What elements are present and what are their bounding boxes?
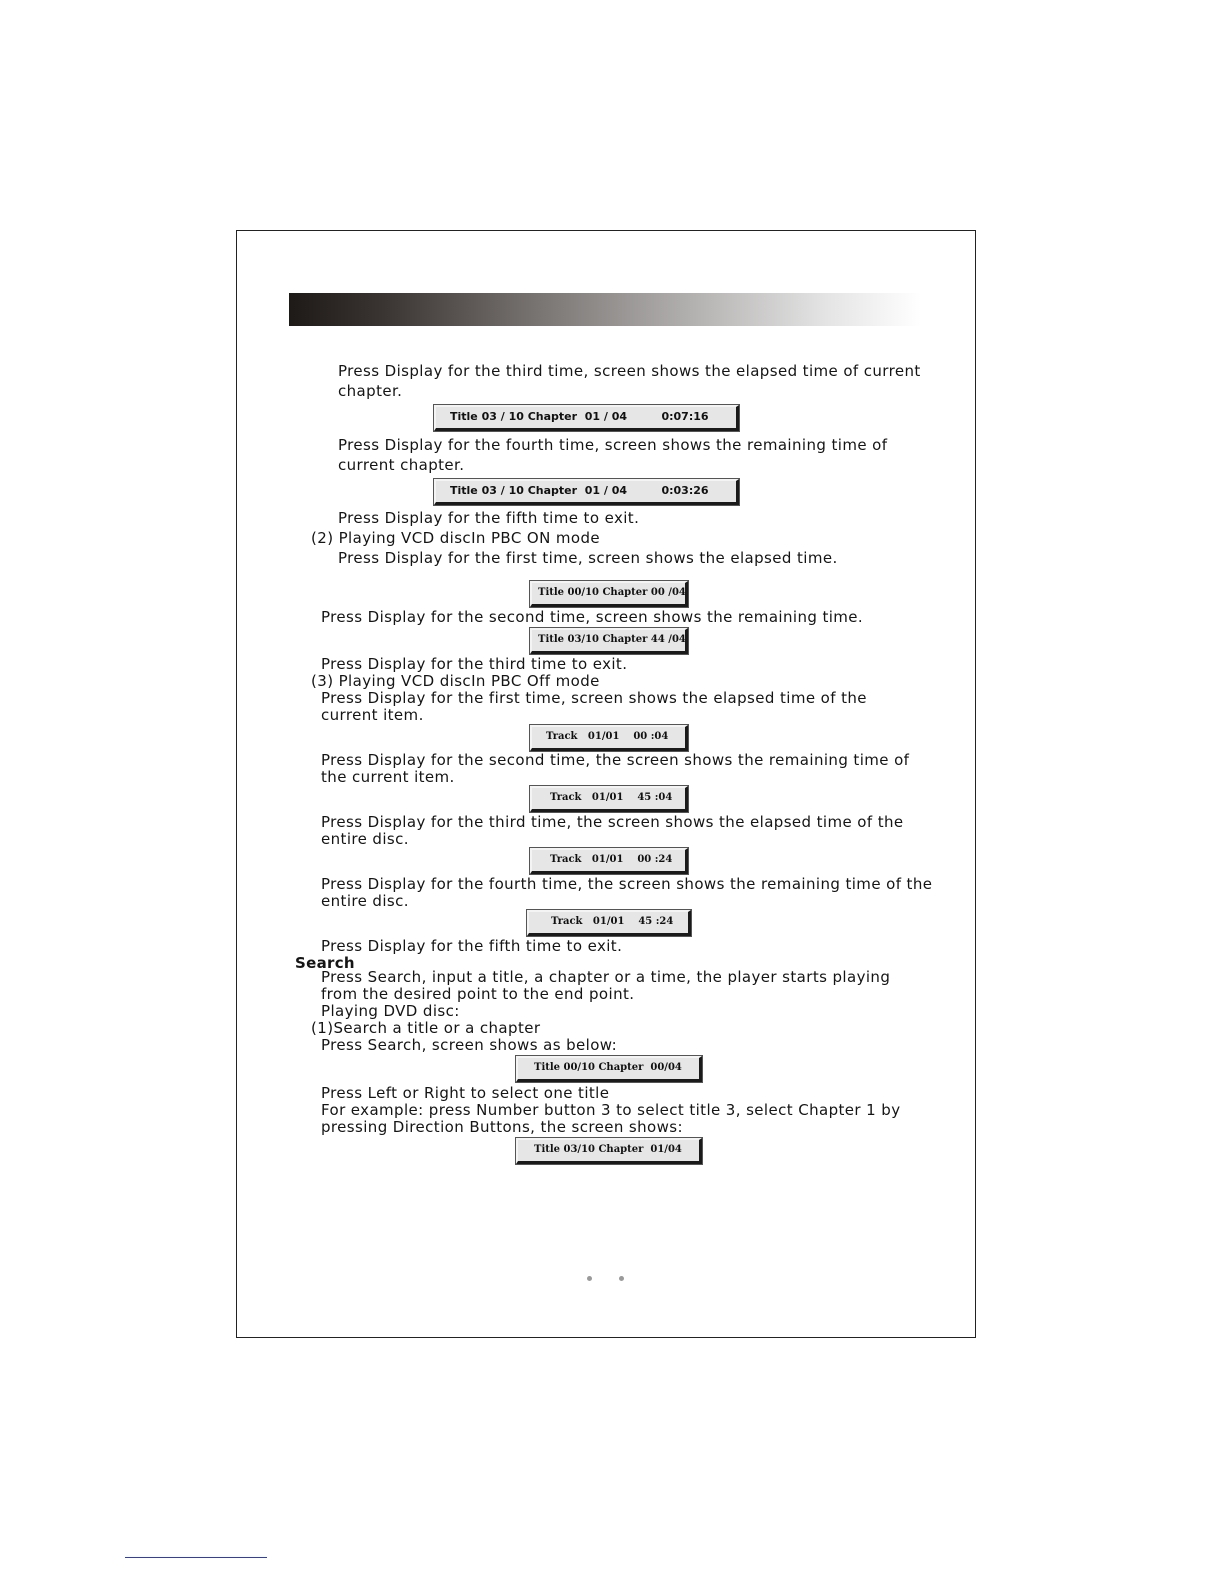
text-line: Press Display for the third time, screen shows the elapsed time of current (338, 362, 921, 380)
osd-display-box: Title 03/10 Chapter 01/04 (516, 1138, 702, 1164)
text-line: from the desired point to the end point. (321, 985, 635, 1003)
page-dots (587, 1276, 627, 1282)
osd-display-box: Title 03/10 Chapter 44 /04 (530, 628, 688, 654)
text-line: Press Search, input a title, a chapter or a time, the player starts playing (321, 968, 891, 986)
page-dot (619, 1276, 624, 1281)
text-line: entire disc. (321, 830, 409, 848)
text-line: Press Display for the second time, screen shows the remaining time. (321, 608, 864, 626)
text-line: Press Display for the third time to exit. (321, 655, 628, 673)
subsection-heading: (1)Search a title or a chapter (311, 1019, 541, 1037)
osd-display-box: Title 00/10 Chapter 00 /04 (530, 581, 688, 607)
text-line: Press Display for the fifth time to exit. (338, 509, 640, 527)
osd-display-box: Track 01/01 00 :04 (530, 725, 688, 751)
subsection-heading: (2) Playing VCD discIn PBC ON mode (311, 529, 601, 547)
text-line: Press Display for the fifth time to exit. (321, 937, 623, 955)
text-line: Press Left or Right to select one title (321, 1084, 610, 1102)
osd-display-box: Title 03 / 10 Chapter 01 / 04 0:03:26 (434, 479, 739, 505)
text-line: pressing Direction Buttons, the screen shows: (321, 1118, 683, 1136)
text-line: current chapter. (338, 456, 465, 474)
text-line: chapter. (338, 382, 403, 400)
text-line: Press Display for the second time, the screen shows the remaining time of (321, 751, 910, 769)
osd-display-box: Track 01/01 45 :24 (527, 910, 691, 936)
text-line: Playing DVD disc: (321, 1002, 460, 1020)
osd-display-box: Track 01/01 00 :24 (530, 848, 688, 874)
text-line: For example: press Number button 3 to select title 3, select Chapter 1 by (321, 1101, 901, 1119)
text-line: Press Display for the first time, screen shows the elapsed time of the (321, 689, 867, 707)
footer-rule (125, 1557, 267, 1558)
text-line: Press Display for the first time, screen shows the elapsed time. (338, 549, 838, 567)
text-line: Press Search, screen shows as below: (321, 1036, 618, 1054)
text-line: Press Display for the third time, the screen shows the elapsed time of the (321, 813, 904, 831)
osd-display-box: Title 03 / 10 Chapter 01 / 04 0:07:16 (434, 405, 739, 431)
section-header-bar (289, 293, 921, 326)
search-heading: Search (295, 954, 355, 972)
text-line: the current item. (321, 768, 455, 786)
text-line: current item. (321, 706, 424, 724)
text-line: entire disc. (321, 892, 409, 910)
osd-display-box: Title 00/10 Chapter 00/04 (516, 1056, 702, 1082)
text-line: Press Display for the fourth time, the screen shows the remaining time of the (321, 875, 933, 893)
text-line: Press Display for the fourth time, screen shows the remaining time of (338, 436, 888, 454)
subsection-heading: (3) Playing VCD discIn PBC Off mode (311, 672, 600, 690)
osd-display-box: Track 01/01 45 :04 (530, 786, 688, 812)
page-dot (587, 1276, 592, 1281)
